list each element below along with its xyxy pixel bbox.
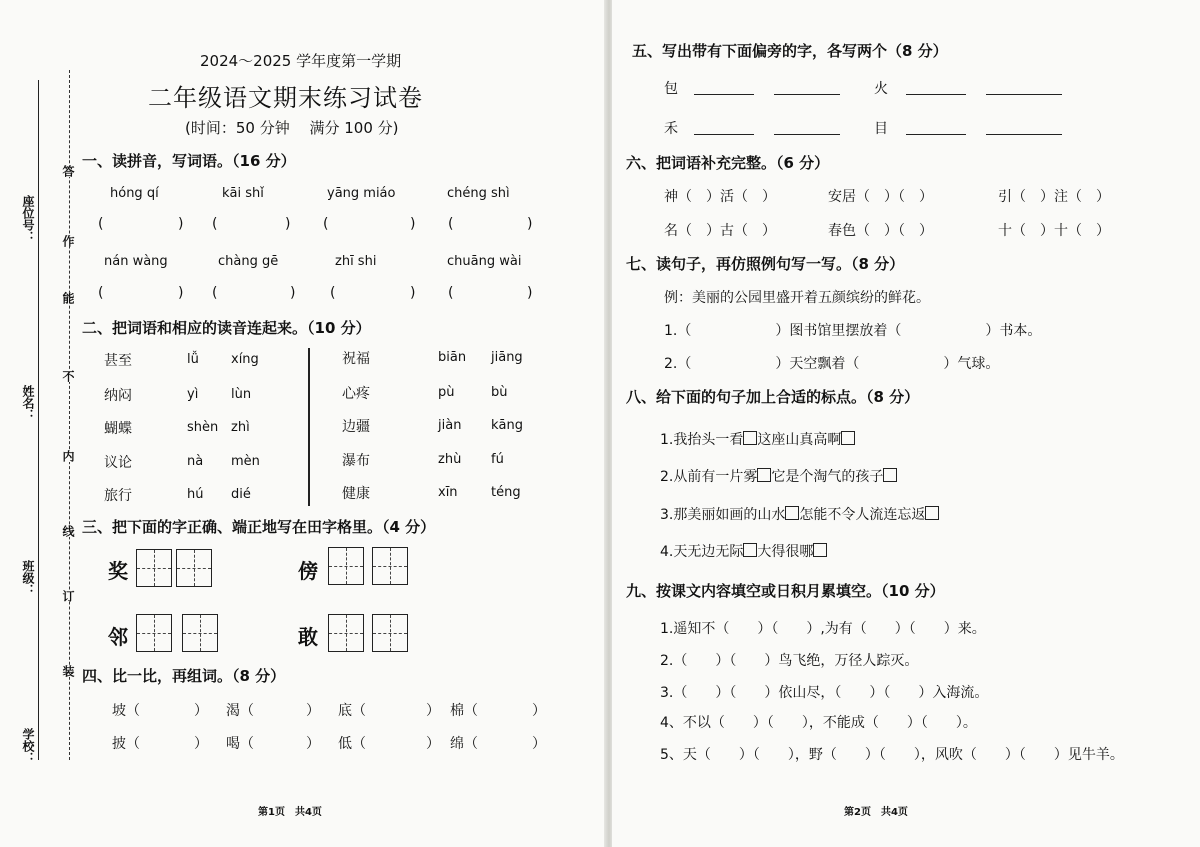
imitation-question: 1.（ ）图书馆里摆放着（ ）书本。 (664, 323, 1042, 339)
radical: 包 (664, 81, 678, 97)
punctuation-box[interactable] (757, 468, 771, 482)
sentence-part: 4.天无边无际 (660, 544, 744, 560)
answer-paren-close: ) (178, 285, 184, 301)
answer-line[interactable] (986, 134, 1062, 135)
tianzige-box[interactable] (372, 614, 408, 652)
section-9-title: 九、按课文内容填空或日积月累填空。（10 分） (626, 582, 945, 600)
answer-paren-close: ) (527, 285, 533, 301)
answer-paren-open: ( (212, 285, 218, 301)
match-word: 旅行 (104, 488, 132, 504)
section-8-title: 八、给下面的句子加上合适的标点。（8 分） (626, 388, 920, 406)
seal-char: 能 (61, 292, 75, 304)
pinyin: kāi shǐ (222, 186, 264, 201)
compare-word-cell: 渴（ (226, 703, 254, 719)
example-sentence: 例：美丽的公园里盛开着五颜缤纷的鲜花。 (664, 290, 930, 306)
binding-line (38, 80, 39, 760)
sentence-part: 它是个淘气的孩子 (771, 469, 884, 485)
fill-blank-line: 4、不以（ ）（ ），不能成（ ）（ ）。 (660, 715, 977, 731)
answer-paren-open: ( (448, 216, 454, 232)
tianzige-box[interactable] (136, 549, 172, 587)
section-5-title: 五、写出带有下面偏旁的字，各写两个（8 分） (632, 42, 948, 60)
fill-blank-line: 1.遥知不（ ）（ ）,为有（ ）（ ）来。 (660, 621, 986, 637)
compare-word-cell: ） (532, 703, 546, 719)
punctuation-sentence (660, 429, 855, 449)
compare-word-cell: ） (426, 703, 440, 719)
answer-line[interactable] (906, 94, 966, 95)
match-word: 甚至 (104, 353, 132, 369)
compare-word-cell: ） (426, 736, 440, 752)
answer-paren-close: ) (527, 216, 533, 232)
sentence-part: 3.那美丽如画的山水 (660, 507, 786, 523)
idiom-blank: 春色（ ）（ ） (828, 223, 933, 239)
pinyin: chéng shì (447, 186, 510, 201)
match-word: 蝴蝶 (104, 421, 132, 437)
pinyin: hóng qí (110, 186, 159, 201)
pinyin: nán wàng (104, 254, 168, 269)
answer-paren-close: ) (410, 285, 416, 301)
match-pinyin: téng (491, 485, 521, 500)
match-pinyin: jiàn (438, 418, 462, 433)
compare-word-cell: 低（ (338, 736, 366, 752)
practice-char: 奖 (108, 559, 128, 583)
fill-blank-line: 5、天（ ）（ ），野（ ）（ ），风吹（ ）（ ）见牛羊。 (660, 747, 1124, 763)
tianzige-box[interactable] (182, 614, 218, 652)
matching-divider (308, 348, 310, 506)
match-pinyin: jiāng (491, 350, 523, 365)
compare-word-cell: 绵（ (450, 736, 478, 752)
match-pinyin: lùn (231, 387, 252, 402)
match-pinyin: xíng (231, 352, 259, 367)
tianzige-box[interactable] (328, 614, 364, 652)
radical: 禾 (664, 121, 678, 137)
compare-word-cell: 披（ (112, 736, 140, 752)
seal-char: 作 (61, 235, 75, 247)
seal-char: 不 (61, 370, 75, 382)
sentence-part: 2.从前有一片雾 (660, 469, 758, 485)
answer-paren-close: ) (290, 285, 296, 301)
answer-paren-close: ) (285, 216, 291, 232)
match-pinyin: yì (187, 387, 199, 402)
punctuation-box[interactable] (883, 468, 897, 482)
punctuation-box[interactable] (785, 506, 799, 520)
practice-char: 傍 (298, 559, 318, 583)
answer-paren-open: ( (330, 285, 336, 301)
compare-word-cell: 喝（ (226, 736, 254, 752)
answer-line[interactable] (694, 134, 754, 135)
radical: 火 (874, 81, 888, 97)
page-number: 第2页 共4页 (844, 807, 908, 818)
radical: 目 (874, 121, 888, 137)
match-pinyin: fú (491, 452, 504, 467)
practice-char: 邻 (108, 625, 128, 649)
fill-blank-line: 3.（ ）（ ）依山尽，（ ）（ ）入海流。 (660, 685, 989, 701)
match-pinyin: pù (438, 385, 455, 400)
compare-word-cell: ） (194, 703, 208, 719)
punctuation-sentence (660, 504, 939, 524)
idiom-blank: 名（ ）古（ ） (664, 223, 776, 239)
sentence-part: 这座山真高啊 (757, 432, 842, 448)
seal-char: 答 (61, 165, 75, 177)
page-title: 二年级语文期末练习试卷 (148, 84, 423, 112)
match-word: 健康 (342, 486, 370, 502)
pinyin: zhī shi (335, 254, 377, 269)
compare-word-cell: ） (194, 736, 208, 752)
section-1-title: 一、读拼音，写词语。（16 分） (82, 152, 296, 170)
match-pinyin: bù (491, 385, 508, 400)
match-word: 祝福 (342, 351, 370, 367)
answer-line[interactable] (906, 134, 966, 135)
punctuation-box[interactable] (743, 431, 757, 445)
match-pinyin: mèn (231, 454, 260, 469)
punctuation-box[interactable] (841, 431, 855, 445)
page-number: 第1页 共4页 (258, 807, 322, 818)
punctuation-box[interactable] (925, 506, 939, 520)
match-pinyin: shèn (187, 420, 219, 435)
section-7-title: 七、读句子，再仿照例句写一写。（8 分） (626, 255, 905, 273)
section-2-title: 二、把词语和相应的读音连起来。（10 分） (82, 319, 371, 337)
answer-line[interactable] (774, 134, 840, 135)
section-4-title: 四、比一比，再组词。（8 分） (82, 667, 286, 685)
match-pinyin: zhì (231, 420, 250, 435)
match-word: 心疼 (342, 386, 370, 402)
imitation-question: 2.（ ）天空飘着（ ）气球。 (664, 356, 1000, 372)
match-word: 议论 (104, 455, 132, 471)
tianzige-box[interactable] (328, 547, 364, 585)
section-6-title: 六、把词语补充完整。（6 分） (626, 154, 830, 172)
answer-paren-open: ( (323, 216, 329, 232)
answer-paren-close: ) (410, 216, 416, 232)
answer-paren-open: ( (448, 285, 454, 301)
match-pinyin: zhù (438, 452, 462, 467)
match-pinyin: lǚ (187, 352, 199, 367)
seat-number-label: 座位号： (21, 195, 35, 243)
exam-page-2 (612, 0, 1200, 847)
compare-word-cell: 棉（ (450, 703, 478, 719)
match-word: 边疆 (342, 419, 370, 435)
compare-word-cell: 底（ (338, 703, 366, 719)
punctuation-box[interactable] (813, 543, 827, 557)
compare-word-cell: ） (532, 736, 546, 752)
tianzige-box[interactable] (136, 614, 172, 652)
match-pinyin: nà (187, 454, 204, 469)
match-pinyin: biān (438, 350, 467, 365)
name-label: 姓名： (21, 385, 35, 421)
answer-paren-open: ( (98, 285, 104, 301)
pinyin: yāng miáo (327, 186, 396, 201)
sentence-part: 怎能不令人流连忘返 (799, 507, 926, 523)
school-year: 2024～2025 学年度第一学期 (200, 52, 402, 70)
sentence-part: 大得很哪 (757, 544, 814, 560)
compare-word-cell: 坡（ (112, 703, 140, 719)
practice-char: 敢 (298, 625, 318, 649)
idiom-blank: 神（ ）活（ ） (664, 189, 776, 205)
section-3-title: 三、把下面的字正确、端正地写在田字格里。（4 分） (82, 518, 436, 536)
seal-char: 内 (61, 450, 75, 462)
match-pinyin: xīn (438, 485, 458, 500)
answer-line[interactable] (694, 94, 754, 95)
match-word: 纳闷 (104, 388, 132, 404)
pinyin: chàng gē (218, 254, 279, 269)
punctuation-sentence (660, 541, 827, 561)
answer-line[interactable] (774, 94, 840, 95)
compare-word-cell: ） (306, 703, 320, 719)
seal-char: 装 (61, 665, 75, 677)
seal-char: 线 (61, 525, 75, 537)
class-label: 班级： (21, 560, 35, 596)
match-pinyin: hú (187, 487, 204, 502)
compare-word-cell: ） (306, 736, 320, 752)
school-label: 学校： (21, 728, 35, 764)
sentence-part: 1.我抬头一看 (660, 432, 744, 448)
seal-char: 订 (61, 590, 75, 602)
match-pinyin: kāng (491, 418, 523, 433)
idiom-blank: 引（ ）注（ ） (998, 189, 1110, 205)
idiom-blank: 安居（ ）（ ） (828, 189, 933, 205)
punctuation-sentence (660, 466, 897, 486)
answer-line[interactable] (986, 94, 1062, 95)
answer-paren-open: ( (98, 216, 104, 232)
answer-paren-open: ( (212, 216, 218, 232)
pinyin: chuāng wài (447, 254, 522, 269)
punctuation-box[interactable] (743, 543, 757, 557)
idiom-blank: 十（ ）十（ ） (998, 223, 1110, 239)
match-pinyin: dié (231, 487, 251, 502)
exam-time-info: (时间：50 分钟 满分 100 分) (185, 119, 399, 137)
tianzige-box[interactable] (372, 547, 408, 585)
tianzige-box[interactable] (176, 549, 212, 587)
answer-paren-close: ) (178, 216, 184, 232)
match-word: 瀑布 (342, 453, 370, 469)
fill-blank-line: 2.（ ）（ ）鸟飞绝，万径人踪灭。 (660, 653, 919, 669)
